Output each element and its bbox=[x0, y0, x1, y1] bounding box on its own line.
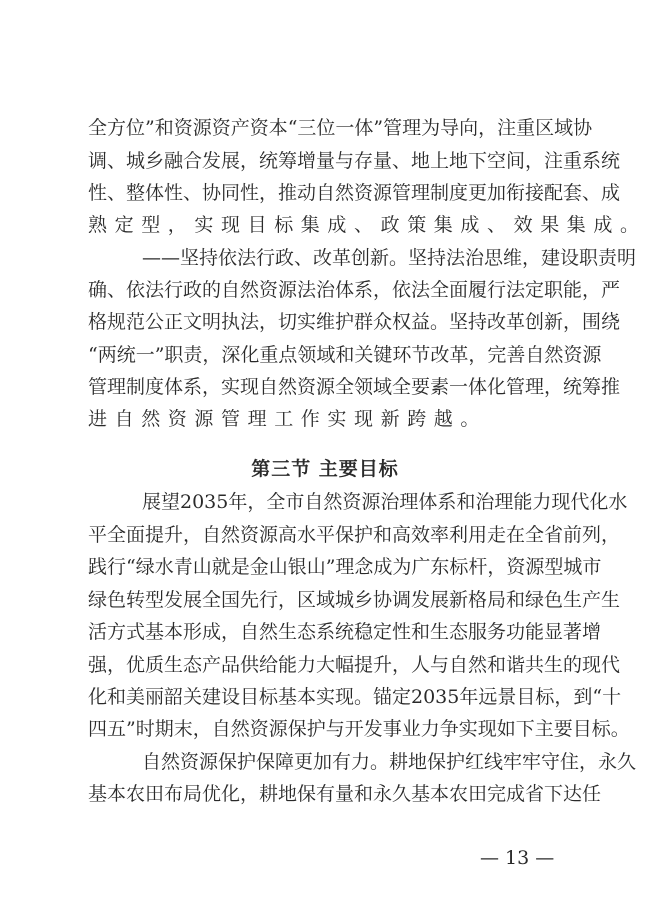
text-line: 熟定型，实现目标集成、政策集成、效果集成。 bbox=[88, 214, 647, 236]
page-number: — 13 — bbox=[480, 847, 555, 869]
text-line: 展望2035年，全市自然资源治理体系和治理能力现代化水 bbox=[142, 491, 628, 513]
text-line: 进自然资源管理工作实现新跨越。 bbox=[88, 408, 488, 430]
text-line: 确、依法行政的自然资源法治体系，依法全面履行法定职能，严 bbox=[88, 279, 621, 301]
text-line: ——坚持依法行政、改革创新。坚持法治思维，建设职责明 bbox=[142, 247, 637, 269]
text-line: 调、城乡融合发展，统筹增量与存量、地上地下空间，注重系统 bbox=[88, 150, 621, 172]
text-line: “两统一”职责，深化重点领域和关键环节改革，完善自然资源 bbox=[88, 344, 602, 366]
text-line: 四五”时期末，自然资源保护与开发事业力争实现如下主要目标。 bbox=[88, 718, 630, 740]
section-heading: 第三节 主要目标 bbox=[251, 458, 399, 480]
text-line: 绿色转型发展全国先行，区域城乡协调发展新格局和绿色生产生 bbox=[88, 589, 621, 611]
text-line: 强，优质生态产品供给能力大幅提升，人与自然和谐共生的现代 bbox=[88, 654, 621, 676]
text-line: 自然资源保护保障更加有力。耕地保护红线牢牢守住，永久 bbox=[142, 751, 637, 773]
text-line: 活方式基本形成，自然生态系统稳定性和生态服务功能显著增 bbox=[88, 621, 602, 643]
text-line: 基本农田布局优化，耕地保有量和永久基本农田完成省下达任 bbox=[88, 783, 602, 805]
text-line: 性、整体性、协同性，推动自然资源管理制度更加衔接配套、成 bbox=[88, 182, 621, 204]
text-line: 平全面提升，自然资源高水平保护和高效率利用走在全省前列， bbox=[88, 524, 621, 546]
text-line: 格规范公正文明执法，切实维护群众权益。坚持改革创新，围绕 bbox=[88, 311, 621, 333]
text-line: 管理制度体系，实现自然资源全领域全要素一体化管理，统筹推 bbox=[88, 376, 621, 398]
text-line: 全方位”和资源资产资本“三位一体”管理为导向，注重区域协 bbox=[88, 117, 593, 139]
text-line: 践行“绿水青山就是金山银山”理念成为广东标杆，资源型城市 bbox=[88, 556, 602, 578]
text-line: 化和美丽韶关建设目标基本实现。锚定2035年远景目标，到“十 bbox=[88, 686, 622, 708]
